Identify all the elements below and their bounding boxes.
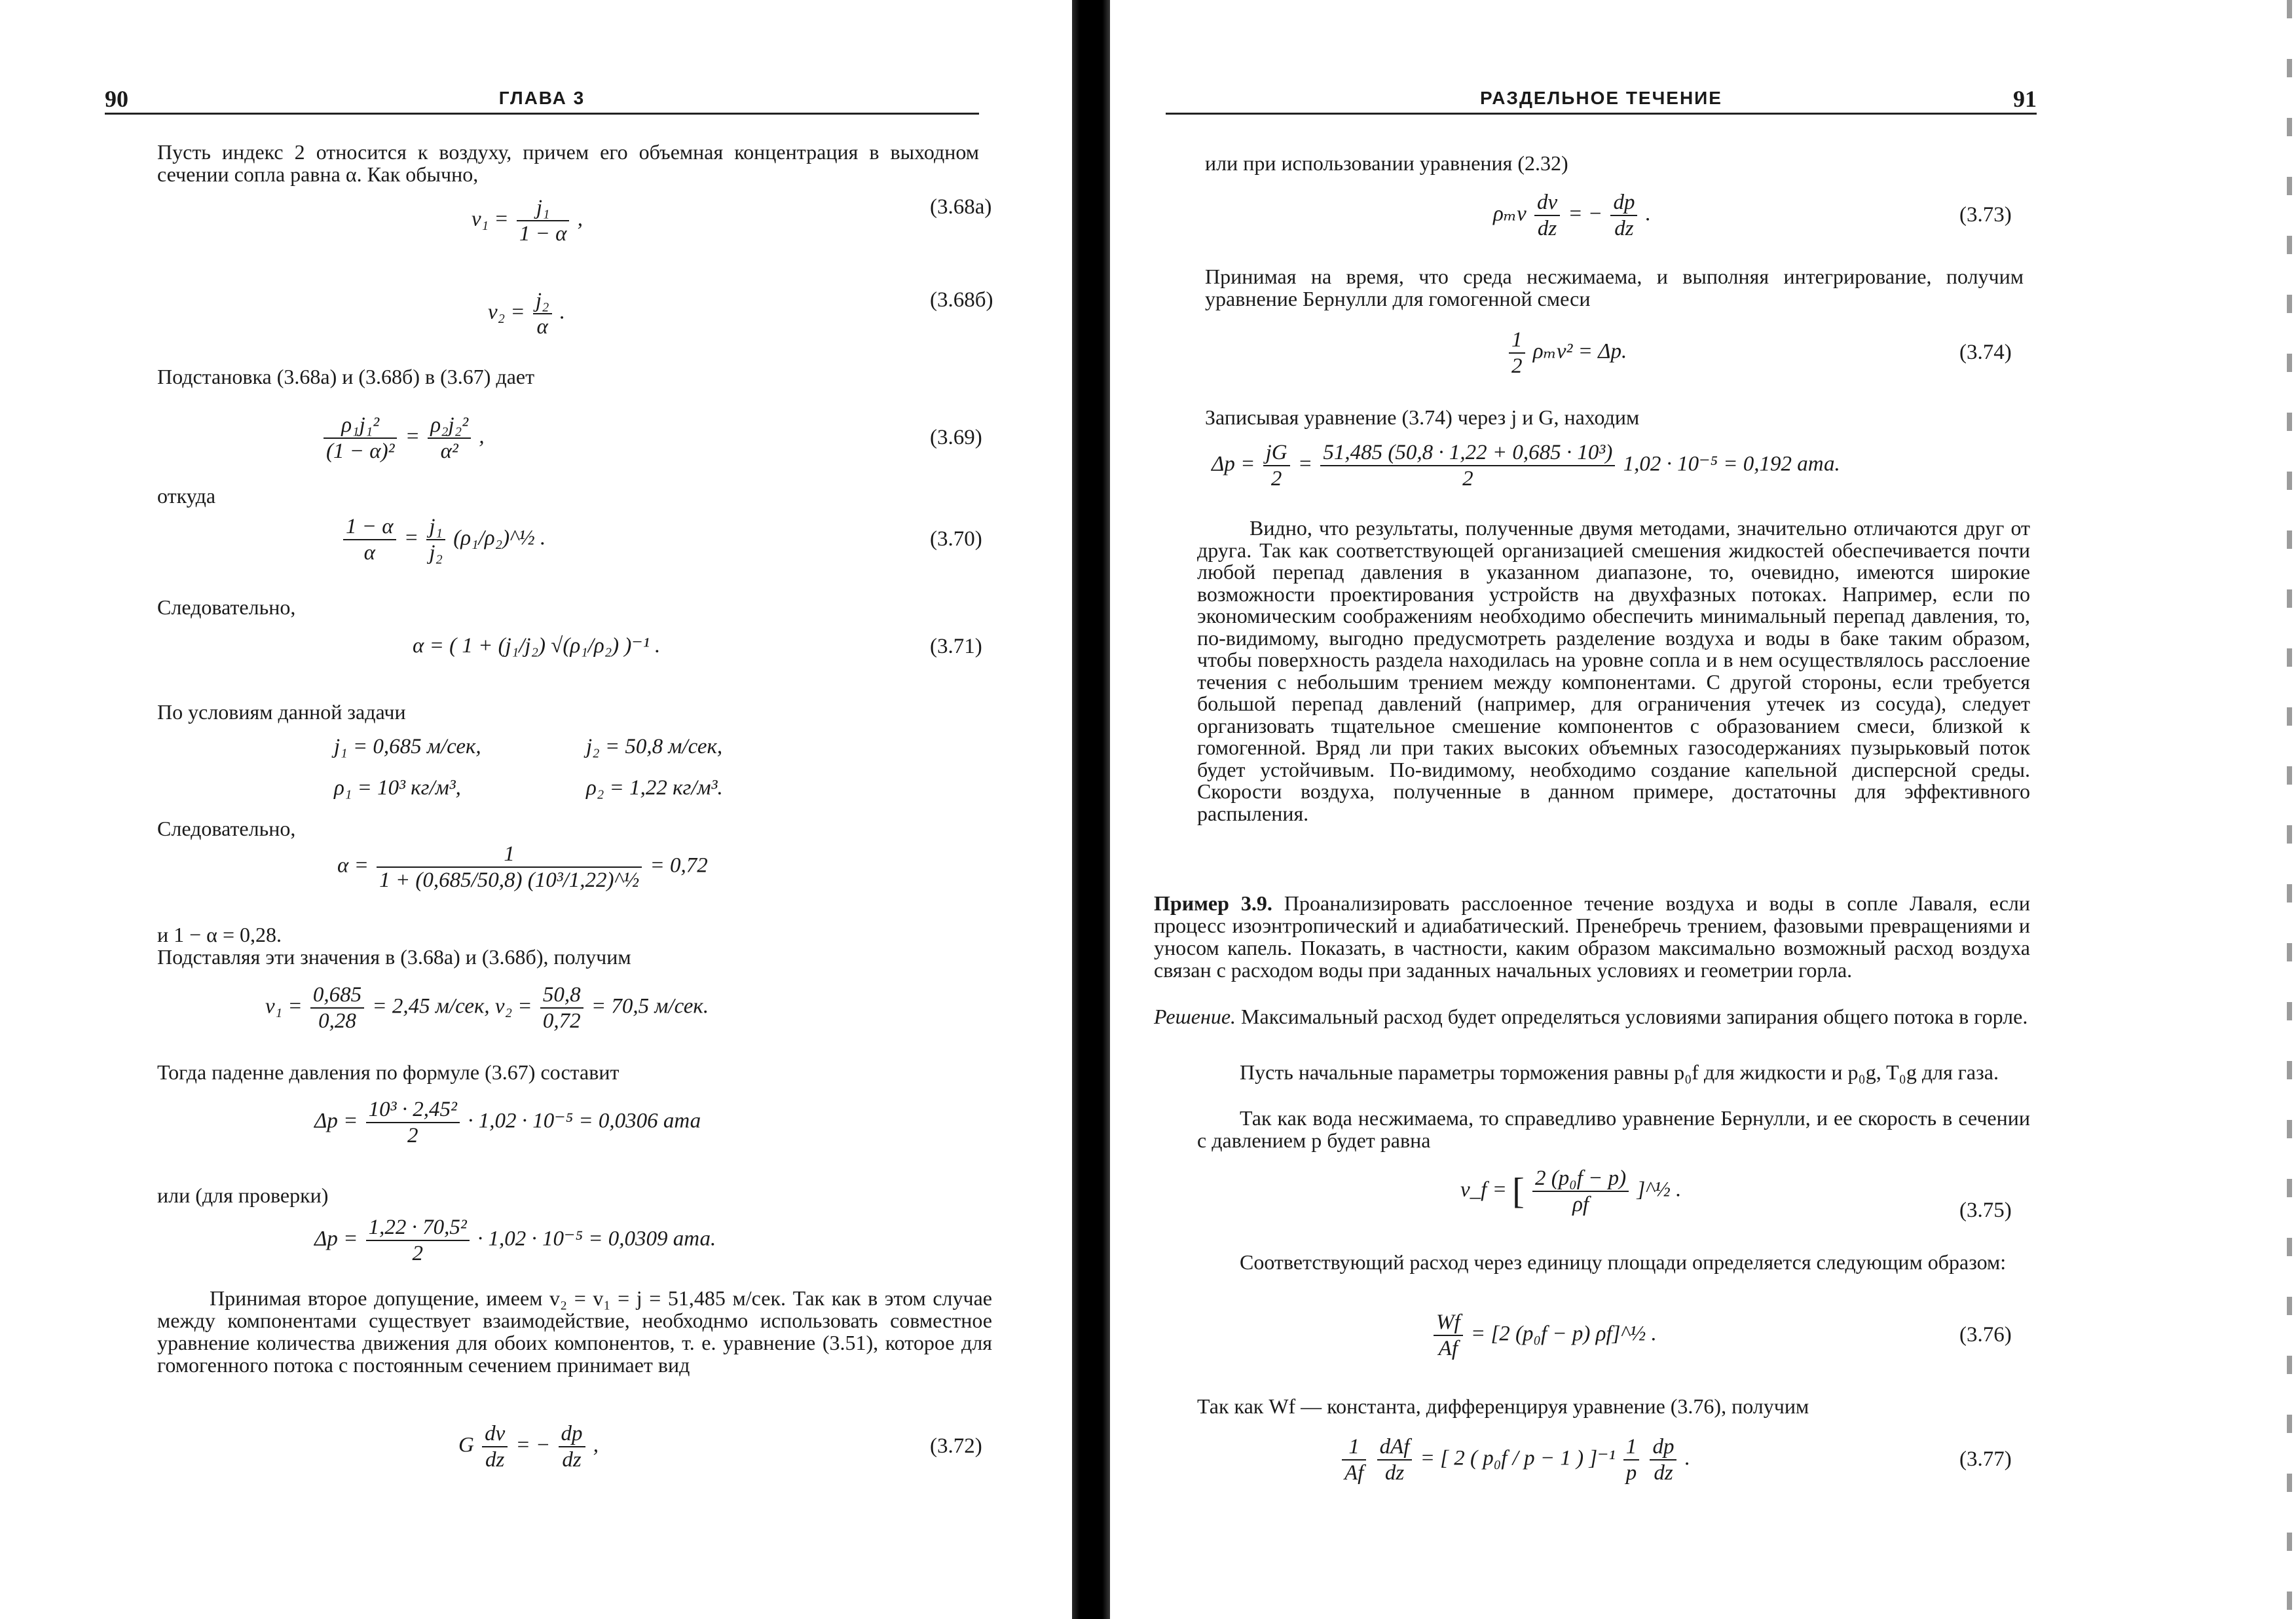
- right-page: [1113, 0, 2296, 1619]
- equation-3-74: $\frac{1}{2}$ ρₘv² = Δp. (3.74): [1113, 327, 2296, 380]
- equation-number: (3.76): [1959, 1323, 2012, 1347]
- left-paragraph-6: Следовательно,: [157, 817, 296, 840]
- right-paragraph-6: Так как вода несжимаема, то справедливо уравнение Бернулли, и ее скорость в сечении с давлением p будет равна: [1197, 1106, 2030, 1152]
- eq-lhs: v₁ =: [472, 207, 509, 231]
- example-3-9: [1154, 892, 2030, 981]
- left-paragraph-10: или (для проверки): [157, 1183, 329, 1207]
- example-text: Проанализировать расслоенное течение воздуха и воды в сопле Лаваля, если процесс изоэнтропический и адиабатический. Пренебречь трением, фазовыми превращениями и уносом капель. Показать, в частности, каким образом максимально возможный расход воздуха связан с расходом воды при заданных начальных условиях и геометрии горла.: [1154, 891, 2031, 982]
- section-title: РАЗДЕЛЬНОЕ ТЕЧЕНИЕ: [1480, 88, 1722, 108]
- right-running-head: [1166, 79, 2037, 115]
- equation-3-68b: v₂ = $\frac{\text{j₂}}{\alpha}$ . (3.68б): [488, 288, 993, 339]
- equation-number: (3.74): [1959, 341, 2012, 364]
- left-paragraph-11: Принимая второе допущение, имеем v₂ = v₁ = j = 51,485 м/сек. Так как в этом случае между компонентами существует взаимодействие, необходнмо использовать совместное уравнение количества движения для обоих компонентов, т. е. уравнение (3.51), которое для гомогенного потока с постоянным сечением принимает вид: [157, 1286, 992, 1377]
- equation-number: (3.68а): [930, 195, 992, 219]
- condition-j1: j₁ = 0,685 м/сек,: [334, 735, 481, 758]
- equation-pressure-drop-1: Δp = $\frac{\text{10³ · 2,45²}}{2}$ · 1,02 · 10⁻⁵ = 0,0306 ата: [314, 1098, 701, 1147]
- equation-velocities: v₁ = $\frac{0,685}{0,28}$ = 2,45 м/сек, v₂ = $\frac{50,8}{0,72}$ = 70,5 м/сек.: [265, 983, 709, 1033]
- equation-pressure-drop-homogeneous: Δp = $\frac{jG}{2}$ = $\frac{\text{51,485 (50,8 · 1,22 + 0,685 · 10³)}}{2}$ 1,02 · 10⁻⁵ = 0,192 ата.: [1212, 441, 1840, 491]
- chapter-title: ГЛАВА 3: [498, 88, 585, 108]
- left-paragraph-5: По условиям данной задачи: [157, 700, 406, 724]
- example-label: Пример 3.9.: [1154, 891, 1272, 915]
- equation-3-71: α = ( 1 + (j₁/j₂) √(ρ₁/ρ₂) )⁻¹ . (3.71): [413, 634, 982, 658]
- equation-3-73: ρₘv $\frac{dv}{dz}$ = − $\frac{dp}{dz}$ . (3.73): [1493, 191, 2012, 240]
- equation-number: (3.77): [1959, 1447, 2012, 1471]
- right-paragraph-8: Так как Wf — константа, дифференцируя уравнение (3.76), получим: [1197, 1394, 1809, 1418]
- left-paragraph-9: Тогда паденне давления по формуле (3.67) составит: [157, 1060, 620, 1084]
- equation-number: (3.69): [930, 426, 982, 449]
- equation-number: (3.68б): [930, 288, 993, 312]
- equation-3-70: $\frac{1 - \alpha}{\alpha}$ = $\frac{\text{j₁}}{\text{j₂}}$ (ρ₁/ρ₂)^½ . (3.70): [0, 514, 1074, 567]
- left-paragraph-3: откуда: [157, 484, 216, 508]
- right-paragraph-3: Записывая уравнение (3.74) через j и G, находим: [1205, 405, 1640, 429]
- solution: [1154, 1005, 2030, 1028]
- left-paragraph-4: Следовательно,: [157, 595, 296, 619]
- equation-number: (3.71): [930, 635, 982, 658]
- condition-rho1: ρ₁ = 10³ кг/м³,: [334, 776, 461, 800]
- right-page-number: 91: [2013, 86, 2037, 112]
- equation-number: (3.73): [1959, 203, 2012, 227]
- right-paragraph-5: Пусть начальные параметры торможения равны p₀f для жидкости и p₀g, T₀g для газа.: [1240, 1060, 1999, 1084]
- condition-j2: j₂ = 50,8 м/сек,: [586, 735, 723, 758]
- right-paragraph-4: Видно, что результаты, полученные двумя методами, значительно отличаются друг от друга. Так как соответствующей организацией смешения жидкостей обеспечивается почти любой перепад давления в указанном диапазоне, то, очевидно, имеются широкие возможности проектирования устройств на двухфазных потоках. Например, если по экономическим соображениям необходимо обеспечить минимальный перепад давления, то, по-видимому, выгодно предусмотреть разделение воздуха и воды в баке таким образом, чтобы поверхность раздела находилась на уровне сопла и в нем осуществлялось расслоение течения с небольшим трением между компонентами. С другой стороны, если требуется большой перепад давлений (например, для ограничения утечек из сосуда), следует организовать тщательное смешение компонентов с образованием смеси, близкой к гомогенной. Вряд ли при таких высоких объемных газосодержаниях пузырьковый поток будет устойчивым. По-видимому, необходимо создание капельной дисперсной среды. Скорости воздуха, полученные в данном примере, достаточны для эффективного распыления.: [1197, 516, 2030, 825]
- left-paragraph-1: Пусть индекс 2 относится к воздуху, причем его объемная концентрация в выходном сечении сопла равна α. Как обычно,: [157, 140, 979, 186]
- left-paragraph-7: и 1 − α = 0,28.: [157, 923, 282, 946]
- equation-3-68a: v₁ = $\frac{\text{j₁}}{1 - \alpha}$ , (3.68а): [472, 195, 992, 246]
- equation-3-76: $\frac{Wf}{Af}$ = [2 (p₀f − p) ρf]^½ . (3.76): [1113, 1310, 2296, 1362]
- equation-number: (3.72): [930, 1434, 982, 1458]
- right-paragraph-2: Принимая на время, что среда несжимаема, и выполняя интегрирование, получим уравнение Бернулли для гомогенной смеси: [1205, 265, 2024, 310]
- equation-pressure-drop-2: Δp = $\frac{\text{1,22 · 70,5²}}{2}$ · 1,02 · 10⁻⁵ = 0,0309 ата.: [314, 1216, 716, 1265]
- left-paragraph-8: Подставляя эти значения в (3.68а) и (3.68б), получим: [157, 945, 631, 969]
- equation-alpha-value: α = $\frac{1}{\text{1 + (0,685/50,8) (10³/1,22)\textasciicircum{}½}}$ = 0,72: [337, 842, 708, 892]
- equation-3-72: G $\frac{dv}{dz}$ = − $\frac{dp}{dz}$ , (3.72): [458, 1422, 982, 1472]
- book-gutter-shadow: [1072, 0, 1110, 1619]
- equation-number: (3.70): [930, 527, 982, 551]
- left-paragraph-2: Подстановка (3.68а) и (3.68б) в (3.67) дает: [157, 365, 535, 388]
- equation-3-69: $\frac{\text{ρ₁j₁²}}{\text{(1 − α)²}}$ = $\frac{\text{ρ₂j₂²}}{\text{α²}}$ , (3.69): [0, 413, 1074, 465]
- eq-fraction: $\frac{\text{j₁}}{1 - \alpha}$: [517, 195, 570, 246]
- left-page-number: 90: [105, 86, 128, 112]
- equation-3-77: $\frac{1}{Af}$ $\frac{\text{dAf}}{dz}$ = [ 2 ( p₀f / p − 1 ) ]⁻¹ $\frac{1}{p}$ $\frac{dp}{dz}$ . (3.77): [1113, 1434, 2296, 1493]
- condition-rho2: ρ₂ = 1,22 кг/м³.: [586, 776, 723, 800]
- solution-text: Максимальный расход будет определяться условиями запирания общего потока в горле.: [1241, 1005, 2028, 1028]
- solution-label: Решение.: [1154, 1005, 1236, 1028]
- left-page: [0, 0, 1074, 1619]
- equation-3-75: v_f = [ $\frac{\text{2 (p₀f − p)}}{\rho f}$ ]^½ . (3.75): [1460, 1166, 2012, 1222]
- page-edge-shadow: [2287, 0, 2292, 1619]
- right-paragraph-7: Соответствующий расход через единицу площади определяется следующим образом:: [1240, 1250, 2007, 1274]
- right-paragraph-1: или при использовании уравнения (2.32): [1205, 151, 1568, 175]
- left-running-head: [105, 79, 979, 115]
- equation-number: (3.75): [1959, 1199, 2012, 1222]
- eq-fraction: $\frac{\text{j₂}}{\alpha}$: [533, 288, 552, 339]
